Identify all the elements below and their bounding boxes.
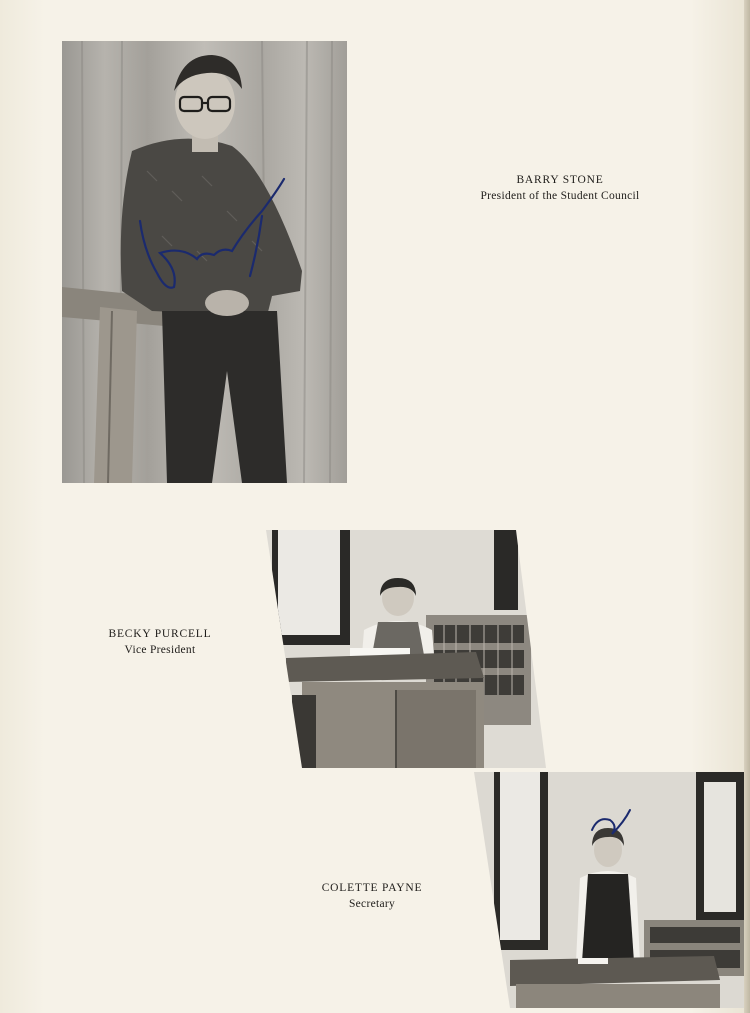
vice-president-photo — [266, 530, 546, 768]
vice-president-name: BECKY PURCELL — [108, 628, 212, 640]
president-photo — [62, 41, 347, 483]
president-caption — [440, 172, 680, 204]
secretary-role: Secretary — [348, 898, 396, 910]
secretary-caption — [292, 880, 452, 912]
vice-president-role: Vice President — [124, 644, 196, 656]
president-role: President of the Student Council — [480, 190, 640, 202]
vice-president-caption — [80, 626, 240, 658]
president-name: BARRY STONE — [516, 174, 604, 186]
secretary-name: COLETTE PAYNE — [321, 882, 423, 894]
secretary-photo — [474, 772, 744, 1008]
page-edge — [744, 0, 750, 1013]
